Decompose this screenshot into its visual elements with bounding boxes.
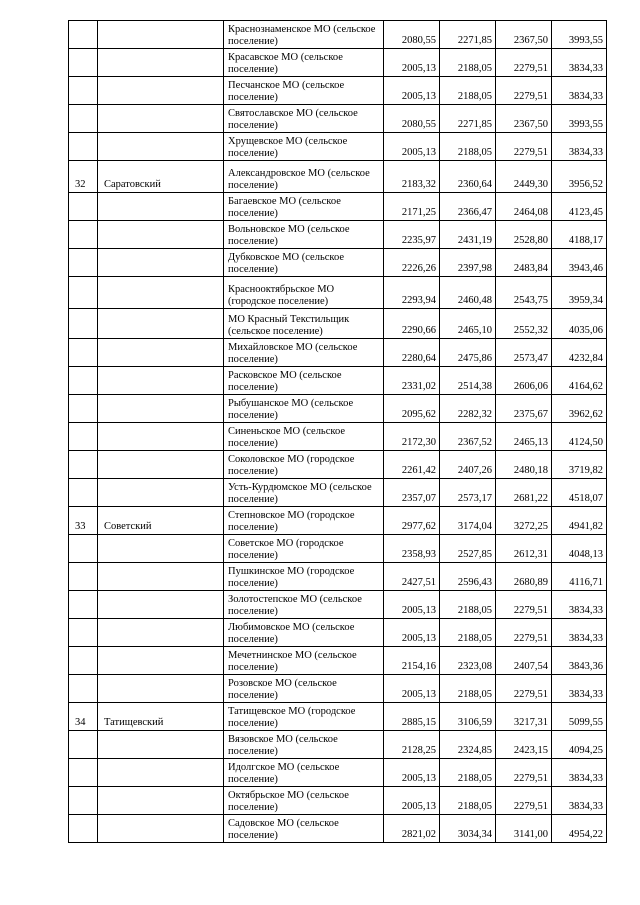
value-cell: 2596,43 <box>440 563 496 591</box>
municipality-cell: Любимовское МО (сельское поселение) <box>224 619 384 647</box>
value-cell: 3034,34 <box>440 815 496 843</box>
row-number-cell <box>69 249 98 277</box>
row-number-cell <box>69 815 98 843</box>
value-cell: 3993,55 <box>552 21 607 49</box>
value-cell: 2279,51 <box>496 133 552 161</box>
value-cell: 2375,67 <box>496 395 552 423</box>
table-row <box>69 133 607 161</box>
table-row <box>69 619 607 647</box>
municipality-cell: Михайловское МО (сельское поселение) <box>224 339 384 367</box>
value-cell: 4116,71 <box>552 563 607 591</box>
value-cell: 2514,38 <box>440 367 496 395</box>
value-cell: 3106,59 <box>440 703 496 731</box>
value-cell: 2465,10 <box>440 309 496 339</box>
municipality-cell: Песчанское МО (сельское поселение) <box>224 77 384 105</box>
value-cell: 5099,55 <box>552 703 607 731</box>
district-cell <box>98 647 224 675</box>
value-cell: 2005,13 <box>384 787 440 815</box>
value-cell: 2357,07 <box>384 479 440 507</box>
value-cell: 2293,94 <box>384 277 440 309</box>
table-row <box>69 815 607 843</box>
municipality-cell: Усть-Курдюмское МО (сельское поселение) <box>224 479 384 507</box>
row-number-cell <box>69 591 98 619</box>
value-cell: 3834,33 <box>552 675 607 703</box>
row-number-cell <box>69 759 98 787</box>
table-row <box>69 249 607 277</box>
row-number-cell <box>69 277 98 309</box>
value-cell: 3719,82 <box>552 451 607 479</box>
value-cell: 2282,32 <box>440 395 496 423</box>
municipality-cell: Расковское МО (сельское поселение) <box>224 367 384 395</box>
row-number-cell <box>69 49 98 77</box>
district-cell <box>98 787 224 815</box>
row-number-cell: 33 <box>69 507 98 535</box>
value-cell: 2367,50 <box>496 21 552 49</box>
value-cell: 2528,80 <box>496 221 552 249</box>
municipality-cell: Вольновское МО (сельское поселение) <box>224 221 384 249</box>
municipality-cell: Советское МО (городское поселение) <box>224 535 384 563</box>
municipality-cell: Пушкинское МО (городское поселение) <box>224 563 384 591</box>
table-row <box>69 731 607 759</box>
row-number-cell <box>69 339 98 367</box>
table-row <box>69 193 607 221</box>
tariff-table <box>68 20 607 843</box>
value-cell: 4188,17 <box>552 221 607 249</box>
value-cell: 2475,86 <box>440 339 496 367</box>
municipality-cell: Мечетнинское МО (сельское поселение) <box>224 647 384 675</box>
municipality-cell: Степновское МО (городское поселение) <box>224 507 384 535</box>
district-cell <box>98 423 224 451</box>
value-cell: 2573,17 <box>440 479 496 507</box>
value-cell: 2885,15 <box>384 703 440 731</box>
table-body <box>69 21 607 843</box>
value-cell: 4048,13 <box>552 535 607 563</box>
district-cell: Татищевский <box>98 703 224 731</box>
district-cell <box>98 105 224 133</box>
value-cell: 4094,25 <box>552 731 607 759</box>
value-cell: 2005,13 <box>384 619 440 647</box>
district-cell <box>98 193 224 221</box>
district-cell: Советский <box>98 507 224 535</box>
municipality-cell: Золотостепское МО (сельское поселение) <box>224 591 384 619</box>
value-cell: 2226,26 <box>384 249 440 277</box>
municipality-cell: Вязовское МО (сельское поселение) <box>224 731 384 759</box>
value-cell: 3956,52 <box>552 161 607 193</box>
table-row <box>69 49 607 77</box>
value-cell: 2188,05 <box>440 133 496 161</box>
district-cell <box>98 133 224 161</box>
value-cell: 2483,84 <box>496 249 552 277</box>
value-cell: 2271,85 <box>440 21 496 49</box>
district-cell <box>98 395 224 423</box>
table-row <box>69 451 607 479</box>
table-row <box>69 339 607 367</box>
value-cell: 4518,07 <box>552 479 607 507</box>
value-cell: 2188,05 <box>440 619 496 647</box>
value-cell: 3959,34 <box>552 277 607 309</box>
value-cell: 2005,13 <box>384 133 440 161</box>
table-row <box>69 647 607 675</box>
value-cell: 2154,16 <box>384 647 440 675</box>
row-number-cell <box>69 787 98 815</box>
municipality-cell: Садовское МО (сельское поселение) <box>224 815 384 843</box>
value-cell: 2005,13 <box>384 675 440 703</box>
value-cell: 2128,25 <box>384 731 440 759</box>
municipality-cell: Краснооктябрьское МО (городское поселение) <box>224 277 384 309</box>
district-cell <box>98 277 224 309</box>
row-number-cell <box>69 647 98 675</box>
value-cell: 2183,32 <box>384 161 440 193</box>
table-row <box>69 367 607 395</box>
value-cell: 2397,98 <box>440 249 496 277</box>
row-number-cell <box>69 423 98 451</box>
value-cell: 2188,05 <box>440 787 496 815</box>
district-cell <box>98 367 224 395</box>
value-cell: 2552,32 <box>496 309 552 339</box>
district-cell <box>98 49 224 77</box>
value-cell: 3962,62 <box>552 395 607 423</box>
value-cell: 2171,25 <box>384 193 440 221</box>
value-cell: 4123,45 <box>552 193 607 221</box>
row-number-cell <box>69 479 98 507</box>
district-cell <box>98 479 224 507</box>
value-cell: 2366,47 <box>440 193 496 221</box>
value-cell: 2465,13 <box>496 423 552 451</box>
value-cell: 2279,51 <box>496 619 552 647</box>
row-number-cell <box>69 367 98 395</box>
table-row <box>69 787 607 815</box>
value-cell: 2279,51 <box>496 759 552 787</box>
district-cell <box>98 535 224 563</box>
table-row <box>69 507 607 535</box>
table-row <box>69 703 607 731</box>
value-cell: 2005,13 <box>384 49 440 77</box>
value-cell: 2323,08 <box>440 647 496 675</box>
row-number-cell <box>69 309 98 339</box>
table-row <box>69 423 607 451</box>
value-cell: 3834,33 <box>552 759 607 787</box>
municipality-cell: Розовское МО (сельское поселение) <box>224 675 384 703</box>
municipality-cell: Синеньское МО (сельское поселение) <box>224 423 384 451</box>
value-cell: 3834,33 <box>552 591 607 619</box>
value-cell: 2188,05 <box>440 77 496 105</box>
district-cell <box>98 591 224 619</box>
row-number-cell <box>69 221 98 249</box>
value-cell: 3834,33 <box>552 787 607 815</box>
table-row <box>69 161 607 193</box>
value-cell: 4164,62 <box>552 367 607 395</box>
value-cell: 2331,02 <box>384 367 440 395</box>
value-cell: 4954,22 <box>552 815 607 843</box>
value-cell: 2527,85 <box>440 535 496 563</box>
value-cell: 2261,42 <box>384 451 440 479</box>
value-cell: 2188,05 <box>440 675 496 703</box>
value-cell: 2080,55 <box>384 21 440 49</box>
value-cell: 2290,66 <box>384 309 440 339</box>
value-cell: 2360,64 <box>440 161 496 193</box>
value-cell: 2095,62 <box>384 395 440 423</box>
municipality-cell: Рыбушанское МО (сельское поселение) <box>224 395 384 423</box>
row-number-cell <box>69 675 98 703</box>
value-cell: 3272,25 <box>496 507 552 535</box>
municipality-cell: Александровское МО (сельское поселение) <box>224 161 384 193</box>
value-cell: 2681,22 <box>496 479 552 507</box>
row-number-cell <box>69 395 98 423</box>
value-cell: 2005,13 <box>384 759 440 787</box>
value-cell: 2235,97 <box>384 221 440 249</box>
value-cell: 4035,06 <box>552 309 607 339</box>
row-number-cell <box>69 451 98 479</box>
value-cell: 2005,13 <box>384 591 440 619</box>
value-cell: 2407,54 <box>496 647 552 675</box>
value-cell: 4124,50 <box>552 423 607 451</box>
value-cell: 2680,89 <box>496 563 552 591</box>
district-cell <box>98 815 224 843</box>
district-cell <box>98 451 224 479</box>
municipality-cell: Идолгское МО (сельское поселение) <box>224 759 384 787</box>
value-cell: 3834,33 <box>552 133 607 161</box>
table-row <box>69 277 607 309</box>
table-row <box>69 759 607 787</box>
row-number-cell: 32 <box>69 161 98 193</box>
value-cell: 2279,51 <box>496 49 552 77</box>
value-cell: 2449,30 <box>496 161 552 193</box>
municipality-cell: Октябрьское МО (сельское поселение) <box>224 787 384 815</box>
district-cell <box>98 21 224 49</box>
value-cell: 2080,55 <box>384 105 440 133</box>
value-cell: 2280,64 <box>384 339 440 367</box>
value-cell: 2573,47 <box>496 339 552 367</box>
value-cell: 2821,02 <box>384 815 440 843</box>
value-cell: 2279,51 <box>496 787 552 815</box>
value-cell: 2480,18 <box>496 451 552 479</box>
row-number-cell: 34 <box>69 703 98 731</box>
municipality-cell: Хрущевское МО (сельское поселение) <box>224 133 384 161</box>
value-cell: 3834,33 <box>552 77 607 105</box>
value-cell: 2543,75 <box>496 277 552 309</box>
value-cell: 2977,62 <box>384 507 440 535</box>
value-cell: 2279,51 <box>496 675 552 703</box>
district-cell <box>98 731 224 759</box>
district-cell <box>98 339 224 367</box>
value-cell: 3174,04 <box>440 507 496 535</box>
value-cell: 3993,55 <box>552 105 607 133</box>
value-cell: 3834,33 <box>552 619 607 647</box>
district-cell <box>98 309 224 339</box>
table-row <box>69 221 607 249</box>
table-row <box>69 535 607 563</box>
municipality-cell: Соколовское МО (городское поселение) <box>224 451 384 479</box>
value-cell: 2279,51 <box>496 591 552 619</box>
row-number-cell <box>69 21 98 49</box>
table-row <box>69 395 607 423</box>
municipality-cell: Татищевское МО (городское поселение) <box>224 703 384 731</box>
row-number-cell <box>69 563 98 591</box>
row-number-cell <box>69 193 98 221</box>
district-cell <box>98 563 224 591</box>
table-row <box>69 21 607 49</box>
district-cell <box>98 675 224 703</box>
district-cell <box>98 619 224 647</box>
district-cell <box>98 77 224 105</box>
table-row <box>69 309 607 339</box>
table-row <box>69 77 607 105</box>
municipality-cell: Дубковское МО (сельское поселение) <box>224 249 384 277</box>
value-cell: 2279,51 <box>496 77 552 105</box>
municipality-cell: Краснознаменское МО (сельское поселение) <box>224 21 384 49</box>
row-number-cell <box>69 105 98 133</box>
value-cell: 2005,13 <box>384 77 440 105</box>
row-number-cell <box>69 77 98 105</box>
value-cell: 3943,46 <box>552 249 607 277</box>
value-cell: 2423,15 <box>496 731 552 759</box>
value-cell: 3843,36 <box>552 647 607 675</box>
value-cell: 2431,19 <box>440 221 496 249</box>
table-row <box>69 563 607 591</box>
row-number-cell <box>69 535 98 563</box>
value-cell: 2464,08 <box>496 193 552 221</box>
value-cell: 3217,31 <box>496 703 552 731</box>
value-cell: 2367,50 <box>496 105 552 133</box>
value-cell: 2460,48 <box>440 277 496 309</box>
value-cell: 2271,85 <box>440 105 496 133</box>
value-cell: 2188,05 <box>440 49 496 77</box>
district-cell <box>98 759 224 787</box>
row-number-cell <box>69 731 98 759</box>
value-cell: 2172,30 <box>384 423 440 451</box>
municipality-cell: Красавское МО (сельское поселение) <box>224 49 384 77</box>
district-cell <box>98 249 224 277</box>
district-cell <box>98 221 224 249</box>
municipality-cell: Святославское МО (сельское поселение) <box>224 105 384 133</box>
value-cell: 2188,05 <box>440 759 496 787</box>
row-number-cell <box>69 133 98 161</box>
value-cell: 3141,00 <box>496 815 552 843</box>
district-cell: Саратовский <box>98 161 224 193</box>
table-row <box>69 105 607 133</box>
value-cell: 2358,93 <box>384 535 440 563</box>
value-cell: 4941,82 <box>552 507 607 535</box>
table-row <box>69 591 607 619</box>
municipality-cell: МО Красный Текстильщик (сельское поселение) <box>224 309 384 339</box>
table-row <box>69 675 607 703</box>
value-cell: 2606,06 <box>496 367 552 395</box>
value-cell: 2612,31 <box>496 535 552 563</box>
value-cell: 2324,85 <box>440 731 496 759</box>
municipality-cell: Багаевское МО (сельское поселение) <box>224 193 384 221</box>
value-cell: 2427,51 <box>384 563 440 591</box>
value-cell: 2407,26 <box>440 451 496 479</box>
value-cell: 2188,05 <box>440 591 496 619</box>
row-number-cell <box>69 619 98 647</box>
value-cell: 4232,84 <box>552 339 607 367</box>
value-cell: 2367,52 <box>440 423 496 451</box>
table-row <box>69 479 607 507</box>
value-cell: 3834,33 <box>552 49 607 77</box>
